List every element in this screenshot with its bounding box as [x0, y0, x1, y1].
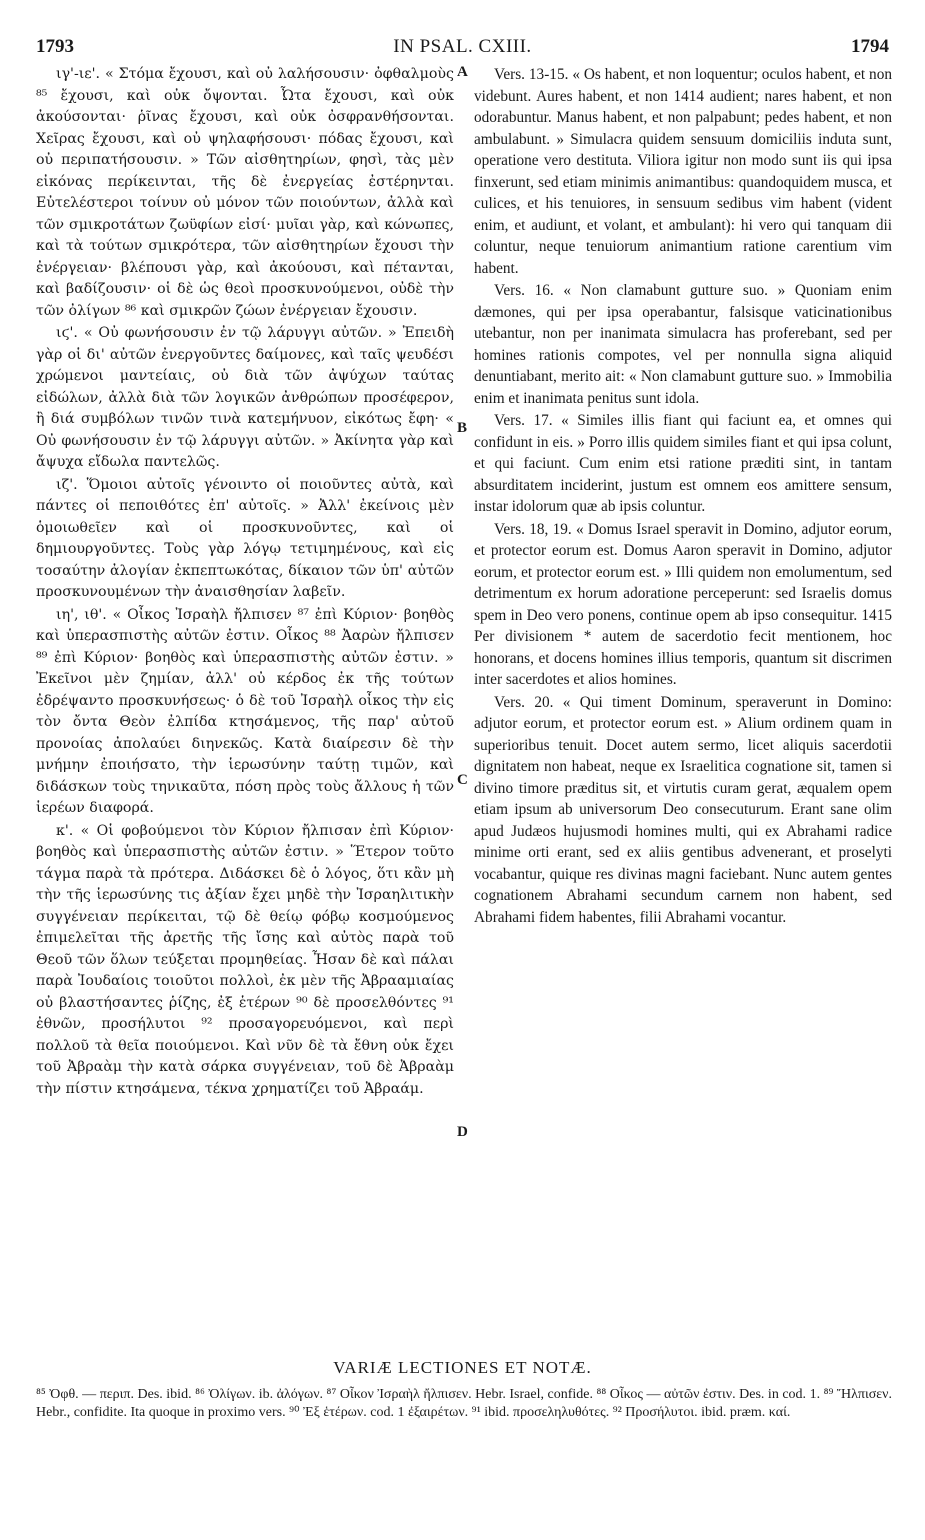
margin-letter-a: A: [457, 64, 468, 80]
greek-paragraph: ιζ'. Ὅμοιοι αὐτοῖς γένοιντο οἱ ποιοῦντες αὐτὰ, καὶ πάντες οἱ πεποιθότες ἐπ' αὐτοῖς. » Ἀλλ' ἐκείνοις μὲν ὁμοιωθεῖεν καὶ οἱ προσκυνοῦντες, καὶ οἱ δημιουργοῦντες. Τοὺς γὰρ λόγῳ τετιμημένους, καὶ εἰς τοσαύτην ἀλογίαν ἐκπεπτωκότας, δίκαιον τῶν ὑπ' αὐτῶν προσκυνουμένων τὴν ἀναισθησίαν λαβεῖν.: [36, 476, 454, 600]
latin-paragraph: Vers. 17. « Similes illis fiant qui faciunt ea, et omnes qui confidunt in eis. » Porro illis quidem similes fiant et qui ipsa colunt, et qui faciunt. Cum enim etsi ratione præditi sint, in tantam absurditatem inciderint, justum est omnem eos amittere sensum, instar idolorum quæ ab ipsis coluntur.: [474, 412, 892, 515]
latin-paragraph: Vers. 16. « Non clamabunt gutture suo. » Quoniam enim dæmones, qui per ipsa operabantur, falsisque vaticinationibus utebantur, non per inanimata simulacra has proferebant, sed per homines rationis compotes, vel per nonnulla signa aliquid denuntiabant, merito ait: « Non clamabunt gutture suo. » Immobilia enim et inanimata penitus sunt idola.: [474, 282, 892, 407]
margin-letter-d: D: [457, 1124, 468, 1140]
margin-letter-c: C: [457, 772, 468, 788]
notes-text: ⁸⁵ Ὀφθ. — περιπ. Des. ibid. ⁸⁶ Ὀλίγων. ib. ἀλόγων. ⁸⁷ Οἶκον Ἰσραὴλ ἤλπισεν. Hebr. Israel, confide. ⁸⁸ Οἶκος — αὐτῶν ἐστιν. Des. in cod. 1. ⁸⁹ Ἤλπισεν. Hebr., confidite. Ita quoque in proximo vers. ⁹⁰ Ἐξ ἑτέρων. cod. 1 ἐξαιρέτων. ⁹¹ ibid. προσεληλυθότες. ⁹² Προσήλυτοι. ibid. præm. καί.: [36, 1387, 892, 1420]
running-title: IN PSAL. CXIII.: [393, 36, 532, 57]
latin-paragraph: Vers. 18, 19. « Domus Israel speravit in Domino, adjutor eorum, et protector eorum est. Domus Aaron speravit in Domino, adjutor eorum, et protector eorum est. » Illi quidem non emolumentum, sed detrimentum ex horum adoratione perceperunt: sed Israelis domus spem in Deo vero ponens, continue opem ab ipso consequitur. 1415 Per divisionem * autem de sacerdotio fecit mentionem, hoc honorans, et docens homines illius temporis, quantum sit discrimen inter sacerdotes et alios homines.: [474, 520, 892, 688]
greek-paragraph: ιη', ιθ'. « Οἶκος Ἰσραὴλ ἤλπισεν ⁸⁷ ἐπὶ Κύριον· βοηθὸς καὶ ὑπερασπιστὴς αὐτῶν ἐστιν. Οἶκος ⁸⁸ Ἀαρὼν ἤλπισεν ⁸⁹ ἐπὶ Κύριον· βοηθὸς καὶ ὑπερασπιστὴς αὐτῶν ἐστιν. » Ἐκεῖνοι μὲν ζημίαν, ἀλλ' οὐ κέρδος ἐκ τῆς τούτων ἐδρέψαντο προσκυνήσεως· ὁ δὲ τοῦ Ἰσραὴλ οἶκος τὴν εἰς τὸν ὄντα Θεὸν ἐλπίδα κτησάμενος, τῆς παρ' αὐτοῦ προνοίας ἀπολαύει διηνεκῶς. Κατὰ διαίρεσιν δὲ τὴν μνήμην ἐποιήσατο, τὴν ἱερωσύνην ταύτῃ τιμῶν, καὶ διδάσκων τοὺς τηνικαῦτα, πόση πρὸς τοὺς ἄλλους ἡ τῶν ἱερέων διαφορά.: [36, 606, 454, 816]
greek-paragraph: κ'. « Οἱ φοβούμενοι τὸν Κύριον ἤλπισαν ἐπὶ Κύριον· βοηθὸς καὶ ὑπερασπιστὴς αὐτῶν ἐστιν. » Ἕτερον τοῦτο τάγμα παρὰ τὰ πρότερα. Διδάσκει δὲ ὁ λόγος, ὅτι κἂν μὴ τὴν τῆς ἱερωσύνης τις ἀξίαν ἔχει μηδὲ τὴν Ἰσραηλιτικὴν συγγένειαν περίκειται, τῷ δὲ θείῳ φόβῳ κοσμούμενος ἐπιμελεῖται τῆς ἀρετῆς τῆς ἴσης καὶ αὐτὸς παρὰ τοῦ Θεοῦ τῶν ὅλων τεύξεται προμηθείας. Ἦσαν δὲ καὶ πάλαι παρὰ Ἰουδαίοις τοιοῦτοι πολλοὶ, ἐκ μὲν τῆς Ἀβρααμιαίας οὐ βλαστήσαντες ῥίζης, ἐξ ἑτέρων ⁹⁰ δὲ προσελθόντες ⁹¹ ἐθνῶν, προσήλυτοι ⁹² προσαγορευόμενοι, καὶ περὶ πολλοῦ τὰ θεῖα ποιούμενοι. Καὶ νῦν δὲ τὰ ἔθνη οὐκ ἔχει τοῦ Ἀβραὰμ τὴν κατὰ σάρκα συγγένειαν, τοῦ δὲ Ἀβραὰμ τὴν πίστιν κτησάμενα, τέκνα χρηματίζει τοῦ Ἀβραάμ.: [36, 822, 454, 1097]
running-header: [36, 36, 889, 62]
left-page-number: 1793: [36, 36, 74, 57]
greek-column: [36, 64, 454, 1101]
latin-paragraph: Vers. 20. « Qui timent Dominum, speraverunt in Domino: adjutor eorum, et protector eorum est. » Alium ordinem quam in superioribus tenuit. Docet autem sermo, licet aliquis sacerdotii dignitatem non habeat, neque ex Israelitica cognatione sit, tamen si divino timore præditus sit, et virtutis curam gerat, æqualem opem etiam ipsum ab universorum Deo consecuturum. Erant sane olim apud Judæos hujusmodi homines multi, qui ex Abrahami radice minime orti erant, sed ex aliis gentibus advenerant, et proselyti vocabantur, quique res divinas magni faciebant. Nunc autem gentes cognationem Abrahami secundum carnem non habent, sed Abrahami fidem habentes, filii Abrahami vocantur.: [474, 693, 892, 926]
notes-title: VARIÆ LECTIONES ET NOTÆ.: [333, 1358, 592, 1377]
margin-letter-b: B: [457, 420, 468, 436]
latin-paragraph: Vers. 13-15. « Os habent, et non loquentur; oculos habent, et non videbunt. Aures habent, et non 1414 audient; nares habent, et non odorabuntur. Manus habent, et non palpabunt; pedes habent, et non ambulabunt. » Simulacra quidem sensuum domiciliis induta sunt, operatione vero destituta. Viliora igitur non modo sunt iis qui ipsa finxerunt, sed etiam minimis animantibus: quandoquidem musca, et culices, et his tenuiores, in sensuum sedibus vim habent (vident enim, et audiunt, et volant, et ambulant): hi vero qui tanquam dii coluntur, neque tenuiorum animantium ratione carentium vim habent.: [474, 66, 892, 277]
greek-paragraph: ιϛ'. « Οὐ φωνήσουσιν ἐν τῷ λάρυγγι αὐτῶν. » Ἐπειδὴ γὰρ οἱ δι' αὐτῶν ἐνεργοῦντες δαίμονες, καὶ ταῖς ψευδέσι χρώμενοι μαντείαις, οὐ διὰ τῶν ἀψύχων ταύτας εἰδώλων, ἀλλὰ διὰ τῶν λογικῶν ἀνθρώπων προσέφερον, ἢ διά συμβόλων τινῶν τινὰ κατεμήνυον, εἰκότως ἔφη· « Οὐ φωνήσουσιν ἐν τῷ λάρυγγι αὐτῶν. » Ἀκίνητα γὰρ καὶ ἄψυχα εἴδωλα παντελῶς.: [36, 325, 454, 470]
right-page-number: 1794: [851, 36, 889, 57]
latin-column: [474, 64, 892, 929]
greek-paragraph: ιγ'-ιε'. « Στόμα ἔχουσι, καὶ οὐ λαλήσουσιν· ὀφθαλμοὺς ⁸⁵ ἔχουσι, καὶ οὐκ ὄψονται. Ὦτα ἔχουσι, καὶ οὐκ ἀκούσονται· ῥῖνας ἔχουσι, καὶ οὐκ ὀσφρανθήσονται. Χεῖρας ἔχουσι, καὶ οὐ ψηλαφήσουσι· πόδας ἔχουσι, καὶ οὐ περιπατήσουσιν. » Τῶν αἰσθητηρίων, φησὶ, τὰς μὲν εἰκόνας περίκεινται, τῆς δὲ ἐνεργείας ἐστέρηνται. Εὐτελέστεροι τοίνυν οὐ μόνον τῶν ποιούντων, ἀλλὰ καὶ τῶν σμικροτάτων ζωϋφίων εἰσί· μυῖαι γὰρ, καὶ κώνωπες, καὶ τὰ τούτων σμικρότερα, τῶν αἰσθητηρίων ἔχουσι τὴν ἐνέργειαν· βλέπουσι γὰρ, καὶ ἀκούουσι, καὶ πέτανται, καὶ βαδίζουσιν· οἱ δὲ ὡς θεοὶ προσκυνούμενοι, οὐδὲ τὴν τῶν ὀλίγων ⁸⁶ καὶ σμικρῶν ζώων ἐνέργειαν ἔχουσιν.: [36, 66, 454, 319]
